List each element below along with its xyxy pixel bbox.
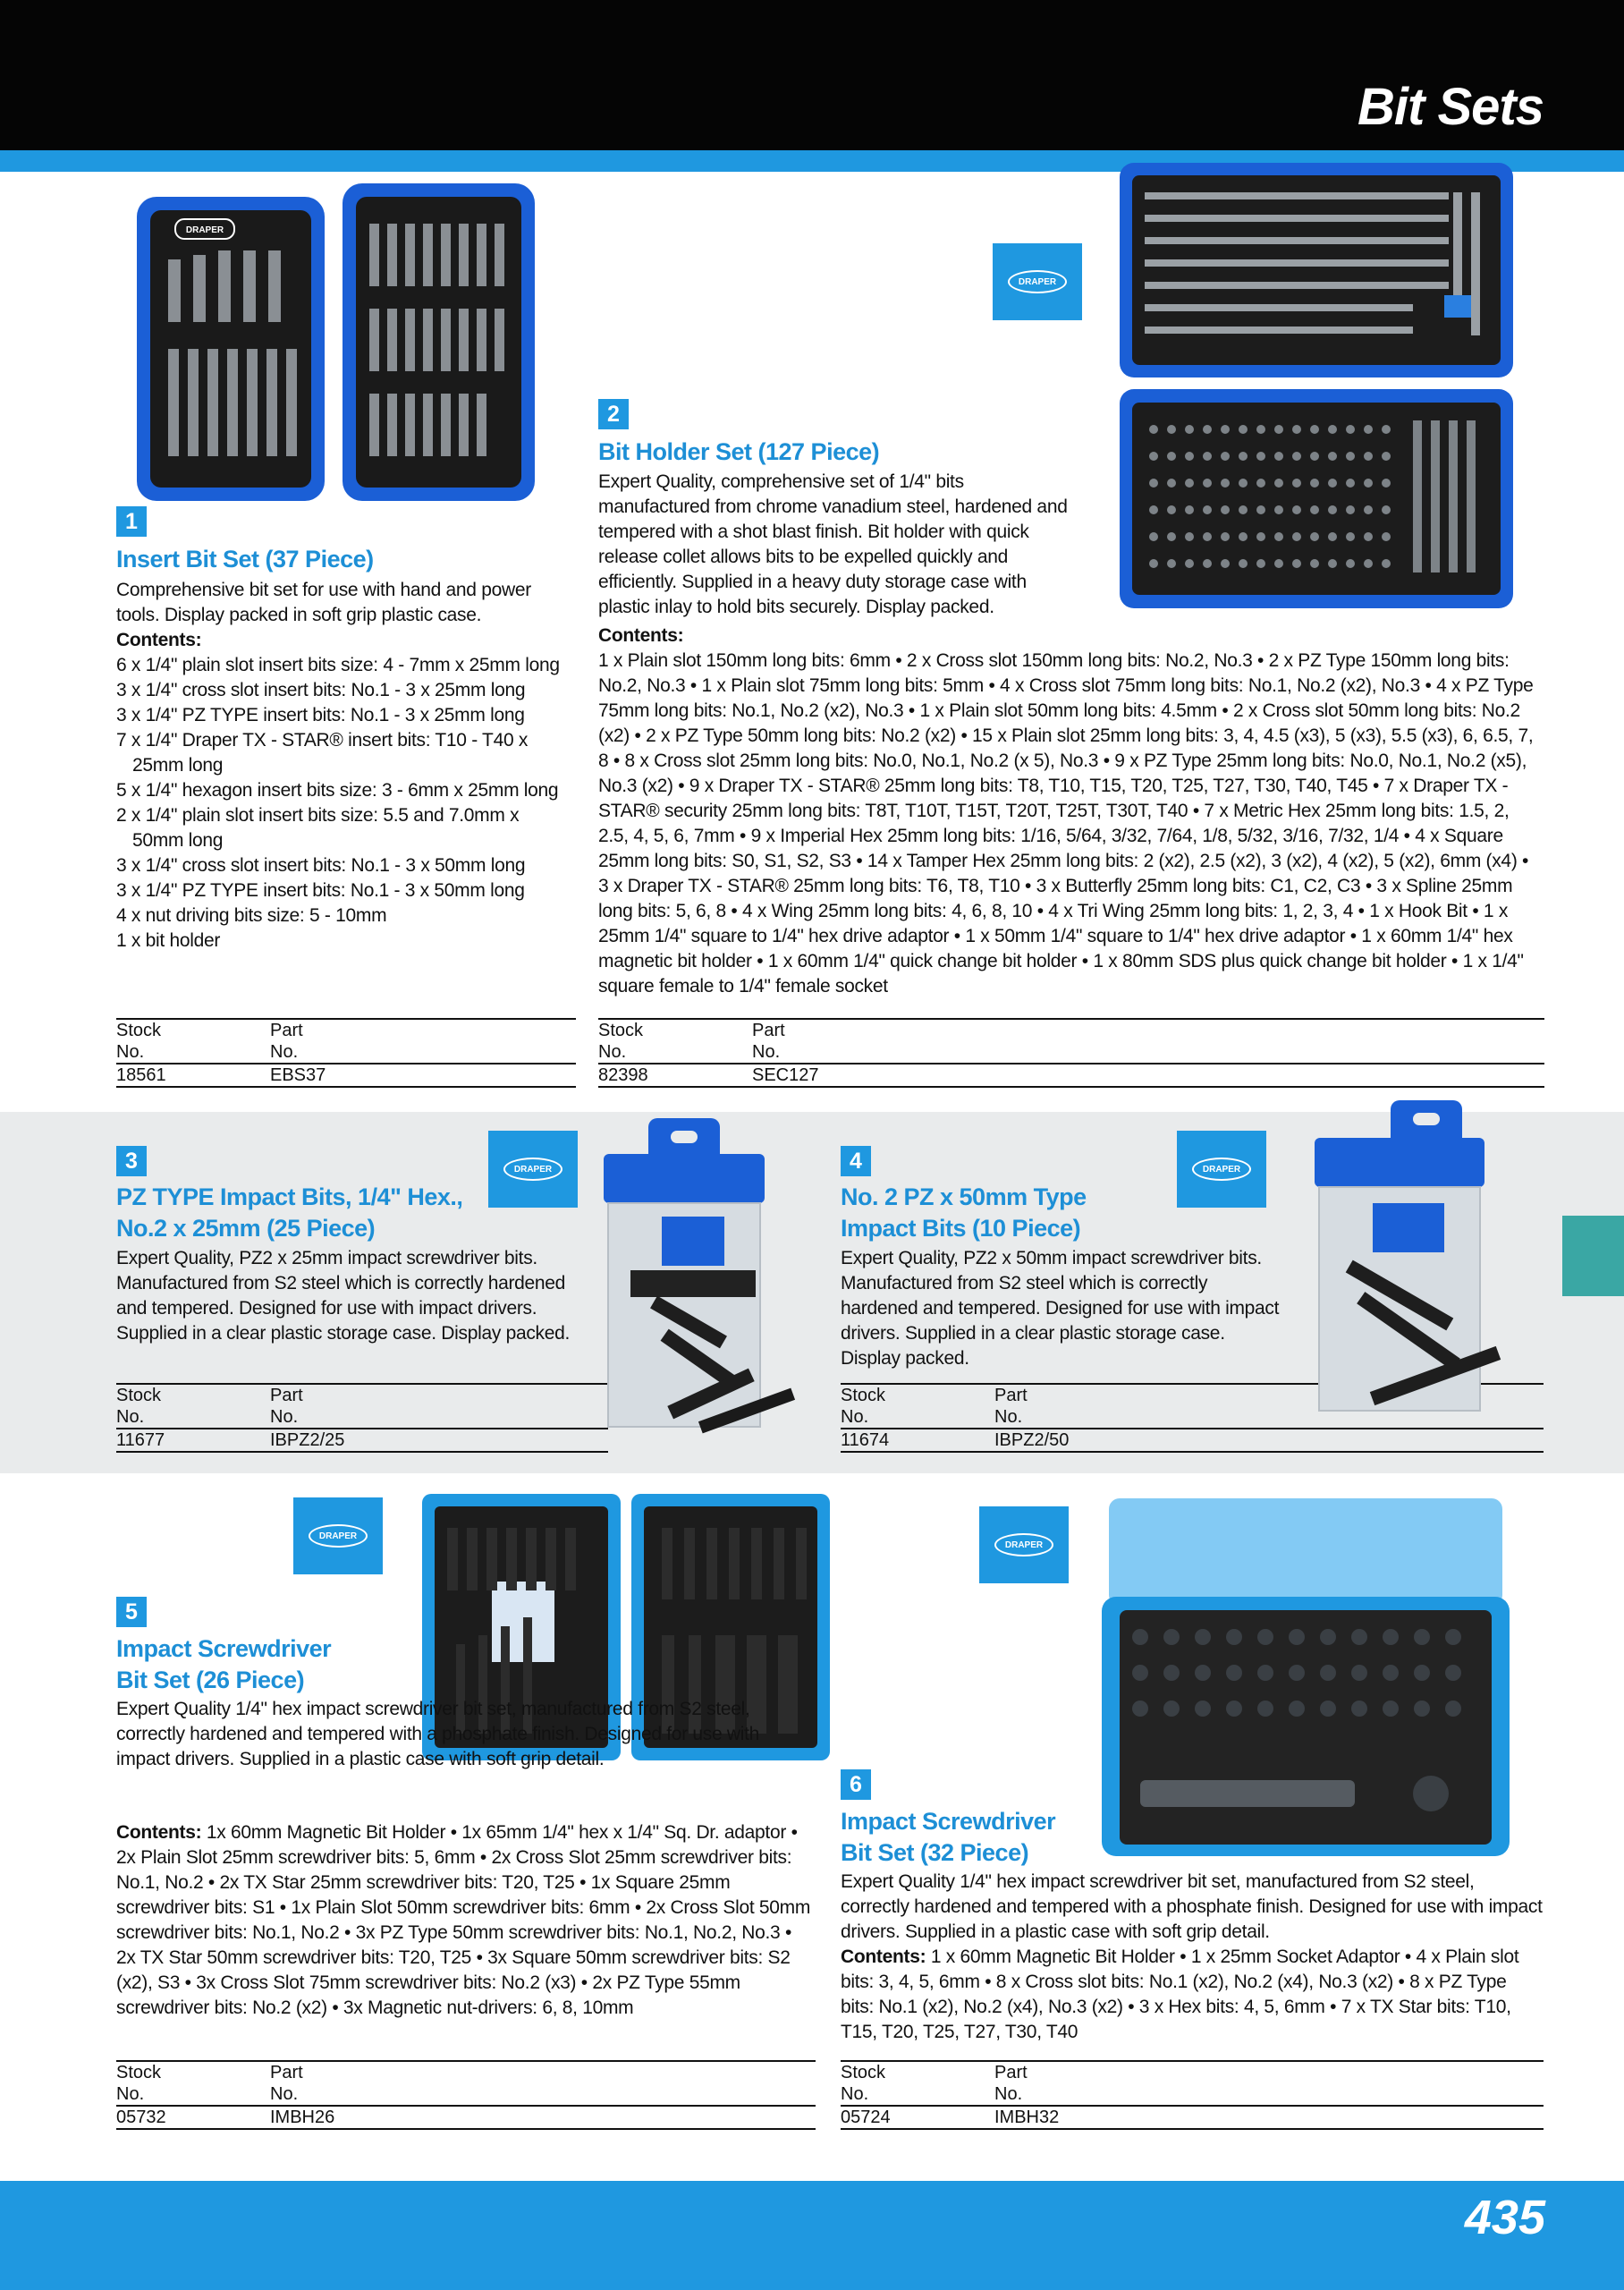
product-description: Expert Quality, PZ2 x 25mm impact screwdriver bits. Manufactured from S2 steel which is correctly hardened and tempered. Designed for use with impact drivers. Supplied in a clear plastic storage case. Display packed. (116, 1248, 571, 1344)
spec-label: Stock (116, 1386, 162, 1405)
spec-label: No. (270, 2084, 299, 2104)
product-title-line: Impact Screwdriver (116, 1635, 332, 1662)
contents-heading: Contents: (841, 1946, 926, 1967)
spec-label: No. (116, 1407, 145, 1427)
draper-expert-logo (1177, 1131, 1266, 1208)
product-number-badge: 3 (116, 1146, 147, 1176)
product-title: Bit Holder Set (127 Piece) (598, 438, 880, 465)
spec-label: No. (270, 1407, 299, 1427)
spec-label: Part (994, 1386, 1028, 1405)
product-title-line: Bit Set (26 Piece) (116, 1667, 305, 1693)
part-number: IMBH26 (270, 2108, 335, 2127)
spec-label: Stock (841, 1386, 886, 1405)
stock-number: 18561 (116, 1065, 166, 1085)
list-item: 3 x 1/4" cross slot insert bits: No.1 - 3 x 25mm long (116, 680, 526, 700)
spec-label: Stock (598, 1021, 644, 1040)
spec-label: Part (270, 2063, 303, 2082)
list-item: 7 x 1/4" Draper TX - STAR® insert bits: T10 - T40 x 25mm long (116, 730, 529, 776)
footer-bar (0, 2181, 1624, 2290)
product-image-pz-impact-bits (595, 1118, 809, 1467)
list-item: 3 x 1/4" PZ TYPE insert bits: No.1 - 3 x 25mm long (116, 705, 525, 725)
spec-label: No. (841, 2084, 869, 2104)
product-description: Expert Quality, comprehensive set of 1/4" bits manufactured from chrome vanadium steel, hardened and tempered with a shot blast finish. Bit holder with quick release collet allows bits to be expelled quickly and efficiently. Supplied in a heavy duty storage case with plastic inlay to hold bits securely. Display packed. (598, 471, 1068, 617)
page-number: 435 (1464, 2191, 1545, 2244)
stock-number: 82398 (598, 1065, 648, 1085)
product-number-badge: 6 (841, 1769, 871, 1800)
contents-text: 1 x Plain slot 150mm long bits: 6mm • 2 x Cross slot 150mm long bits: No.2, No.3 • 2 x PZ Type 150mm long bits: No.2, No.3 • 1 x Plain slot 75mm long bits: 5mm • 4 x Cross slot 75mm long bits: No.1, No.2 (x2), No.3 • 4 x PZ Type 75mm long bits: No.1, No.2 (x2), No.3 • 1 x Plain slot 50mm long bits: 4.5mm • 2 x Cross slot 50mm long bits: No.2 (x2) • 2 x PZ Type 50mm long bits: No.2 (x2) • 15 x Plain slot 25mm long bits: 3, 4, 4.5 (x3), 5 (x3), 5.5 (x3), 6, 6.5, 7, 8 • 8 x Cross slot 25mm long bits: No.0, No.1, No.2 (x 5), No.3 • 9 x PZ Type 25mm long bits: No.0, No.1, No.2 (x5), No.3 (x2) • 9 x Draper TX - STAR® 25mm long bits: T8, T10, T15, T20, T25, T27, T30, T40, T45 • 7 x Draper TX - STAR® security 25mm long bits: T8T, T10T, T15T, T20T, T25T, T30T, T40 • 7 x Metric Hex 25mm long bits: 1.5, 2, 2.5, 4, 5, 6, 7mm • 9 x Imperial Hex 25mm long bits: 1/16, 5/64, 3/32, 7/64, 1/8, 5/32, 3/16, 7/32, 1/4 • 4 x Square 25mm long bits: S0, S1, S2, S3 • 14 x Tamper Hex 25mm long bits: 2 (x2), 2.5 (x2), 3 (x2), 4 (x2), 5 (x2), 6mm (x4) • 3 x Draper TX - STAR® 25mm long bits: T6, T8, T10 • 3 x Butterfly 25mm long bits: C1, C2, C3 • 3 x Spline 25mm long bits: 5, 6, 8 • 4 x Wing 25mm long bits: 4, 6, 8, 10 • 4 x Tri Wing 25mm long bits: 1, 2, 3, 4 • 1 x Hook Bit • 1 x 25mm 1/4" square to 1/4" hex drive adaptor • 1 x 50mm 1/4" square to 1/4" hex drive adaptor • 1 x 60mm 1/4" hex magnetic bit holder • 1 x 60mm 1/4" quick change bit holder • 1 x 80mm SDS plus quick change bit holder • 1 x 1/4" square female to 1/4" female socket (598, 650, 1534, 997)
product-description: Comprehensive bit set for use with hand and power tools. Display packed in soft grip plastic case. (116, 580, 531, 625)
product-number-badge: 4 (841, 1146, 871, 1176)
spec-label: No. (116, 2084, 145, 2104)
product-title-line: PZ TYPE Impact Bits, 1/4" Hex., (116, 1183, 463, 1210)
logo-text: DRAPER (1008, 270, 1067, 293)
product-title-line: No. 2 PZ x 50mm Type (841, 1183, 1087, 1210)
part-number: IBPZ2/50 (994, 1430, 1070, 1450)
product-description: Expert Quality 1/4" hex impact screwdriver bit set, manufactured from S2 steel, correctly hardened and tempered with a phosphate finish. Designed for use with impact drivers. Supplied in a plastic case with soft grip detail. (841, 1871, 1543, 1942)
stock-number: 11674 (841, 1430, 890, 1450)
contents-heading: Contents: (598, 625, 684, 646)
product-title: Insert Bit Set (37 Piece) (116, 546, 374, 572)
draper-expert-logo (979, 1506, 1069, 1583)
list-item: 3 x 1/4" cross slot insert bits: No.1 - 3 x 50mm long (116, 855, 526, 876)
spec-table (116, 1383, 608, 1453)
contents-heading: Contents: (116, 1822, 202, 1843)
product-description-block (116, 578, 563, 954)
spec-label: No. (116, 1042, 145, 1062)
product-title (116, 1633, 411, 1696)
product-contents-block (116, 1820, 814, 2021)
product-title (116, 1182, 510, 1244)
product-title (841, 1182, 1180, 1244)
part-number: IBPZ2/25 (270, 1430, 345, 1450)
section-tab[interactable] (1562, 1216, 1624, 1296)
product-number-badge: 5 (116, 1597, 147, 1627)
spec-label: No. (270, 1042, 299, 1062)
product-image-bit-holder-set (1118, 161, 1520, 613)
product-number-badge: 2 (598, 399, 629, 429)
product-image-impact-screwdriver-32 (1100, 1498, 1511, 1861)
draper-expert-logo (488, 1131, 578, 1208)
product-description-block (116, 1697, 814, 1772)
stock-number: 05732 (116, 2108, 166, 2127)
spec-label: Part (270, 1386, 303, 1405)
spec-label: Part (994, 2063, 1028, 2082)
product-image-insert-bit-set (132, 179, 544, 510)
contents-list (116, 653, 563, 954)
product-title-line: Impact Screwdriver (841, 1808, 1056, 1835)
product-title-line: Bit Set (32 Piece) (841, 1839, 1029, 1866)
product-image-pz-50mm-impact-bits (1306, 1100, 1520, 1458)
spec-label: Stock (116, 1021, 162, 1040)
product-contents-block (841, 1945, 1543, 2045)
logo-text: DRAPER (309, 1524, 368, 1548)
contents-heading: Contents: (116, 630, 202, 650)
spec-label: No. (994, 2084, 1023, 2104)
spec-label: Part (270, 1021, 303, 1040)
part-number: IMBH32 (994, 2108, 1060, 2127)
product-description: Expert Quality 1/4" hex impact screwdriver bit set, manufactured from S2 steel, correctly hardened and tempered with a phosphate finish. Designed for use with impact drivers. Supplied in a plastic case with soft grip detail. (116, 1699, 760, 1769)
spec-label: No. (994, 1407, 1023, 1427)
part-number: SEC127 (752, 1065, 819, 1085)
product-description: Expert Quality, PZ2 x 50mm impact screwdriver bits. Manufactured from S2 steel which is correctly hardened and tempered. Designed for use with impact drivers. Supplied in a clear plastic storage case. Display packed. (841, 1248, 1280, 1369)
contents-text: 1 x 60mm Magnetic Bit Holder • 1 x 25mm Socket Adaptor • 4 x Plain slot bits: 3, 4, 5, 6mm • 8 x Cross slot bits: No.1 (x2), No.2 (x4), No.3 (x2) • 8 x PZ Type bits: No.1 (x2), No.2 (x4), No.3 (x2) • 3 x Hex bits: 4, 5, 6mm • 7 x TX Star bits: T10, T15, T20, T25, T27, T30, T40 (841, 1946, 1519, 2042)
product-title-line: No.2 x 25mm (25 Piece) (116, 1215, 376, 1242)
product-title (841, 1806, 1136, 1869)
logo-text: DRAPER (503, 1158, 562, 1181)
list-item: 5 x 1/4" hexagon insert bits size: 3 - 6mm x 25mm long (116, 780, 559, 801)
list-item: 1 x bit holder (116, 930, 221, 951)
spec-table (598, 1018, 1544, 1088)
list-item: 3 x 1/4" PZ TYPE insert bits: No.1 - 3 x 50mm long (116, 880, 525, 901)
product-contents-block (598, 623, 1542, 999)
spec-table (841, 2060, 1544, 2130)
draper-expert-logo (293, 1497, 383, 1574)
logo-text: DRAPER (994, 1533, 1053, 1556)
product-title-line: Impact Bits (10 Piece) (841, 1215, 1081, 1242)
list-item: 4 x nut driving bits size: 5 - 10mm (116, 905, 387, 926)
spec-table (116, 2060, 816, 2130)
contents-text: 1x 60mm Magnetic Bit Holder • 1x 65mm 1/4" hex x 1/4" Sq. Dr. adaptor • 2x Plain Slot 25mm screwdriver bits: 5, 6mm • 2x Cross Slot 25mm screwdriver bits: No.1, No.2 • 2x TX Star 25mm screwdriver bits: T20, T25 • 1x Square 25mm screwdriver bits: S1 • 1x Plain Slot 50mm screwdriver bits: 6mm • 2x Cross Slot 50mm screwdriver bits: No.1, No.2 • 3x PZ Type 50mm screwdriver bits: No.1, No.2, No.3 • 2x TX Star 50mm screwdriver bits: T20, T25 • 3x Square 50mm screwdriver bits: S2 (x2), S3 • 3x Cross Slot 75mm screwdriver bits: No.2 (x3) • 2x PZ Type 55mm screwdriver bits: No.2 (x2) • 3x Magnetic nut-drivers: 6, 8, 10mm (116, 1822, 811, 2018)
spec-label: No. (841, 1407, 869, 1427)
stock-number: 05724 (841, 2108, 891, 2127)
page-title: Bit Sets (1358, 78, 1544, 136)
spec-label: Stock (116, 2063, 162, 2082)
spec-label: Stock (841, 2063, 886, 2082)
spec-table (116, 1018, 576, 1088)
draper-expert-logo (993, 243, 1082, 320)
spec-label: Part (752, 1021, 785, 1040)
list-item: 6 x 1/4" plain slot insert bits size: 4 - 7mm x 25mm long (116, 655, 560, 675)
logo-text: DRAPER (1192, 1158, 1251, 1181)
spec-label: No. (752, 1042, 781, 1062)
product-number-badge: 1 (116, 506, 147, 537)
logo-text: DRAPER (185, 225, 224, 235)
part-number: EBS37 (270, 1065, 326, 1085)
stock-number: 11677 (116, 1430, 165, 1450)
list-item: 2 x 1/4" plain slot insert bits size: 5.5 and 7.0mm x 50mm long (116, 805, 520, 851)
spec-label: No. (598, 1042, 627, 1062)
